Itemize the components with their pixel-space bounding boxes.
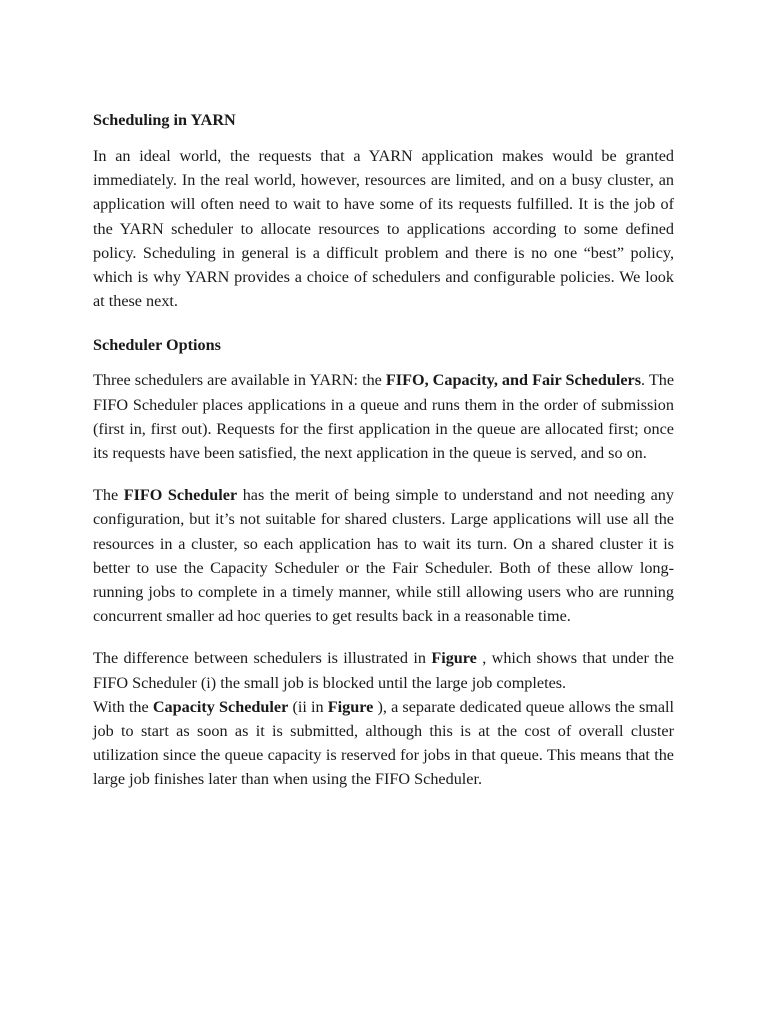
text-run: With the	[93, 697, 153, 716]
text-run: The	[93, 486, 124, 505]
paragraph-fifo-scheduler	[93, 483, 674, 628]
heading-scheduler-options: Scheduler Options	[93, 336, 221, 355]
paragraph-intro: In an ideal world, the requests that a YARN application makes would be granted immediately. In the real world, however, resources are limited, and on a busy cluster, an application will often need to wait to have some of its requests fulfilled. It is the job of the YARN scheduler to allocate resources to applications according to some defined policy. Scheduling in general is a difficult problem and there is no one “best” policy, which is why YARN provides a choice of schedulers and configurable policies. We look at these next.	[93, 147, 674, 311]
bold-text: FIFO Scheduler	[123, 486, 238, 505]
paragraph-capacity-scheduler	[93, 695, 674, 792]
paragraph-difference	[93, 646, 674, 694]
document-page	[93, 108, 674, 792]
bold-text: Capacity Scheduler	[152, 697, 289, 716]
text-run: (ii in	[288, 697, 328, 716]
bold-text: FIFO, Capacity, and Fair Schedulers	[385, 371, 642, 390]
bold-text: Figure	[431, 649, 477, 668]
text-run: , which shows that under the FIFO Scheduler (i) the small job is blocked until the large job completes.	[93, 649, 674, 692]
heading-scheduling-in-yarn: Scheduling in YARN	[93, 111, 236, 129]
text-run: has the merit of being simple to understand and not needing any configuration, but it’s not suitable for shared clusters. Large applications will use all the resources in a cluster, so each application has to wait its turn. On a shared cluster it is better to use the Capacity Scheduler or the Fair Scheduler. Both of these allow long-running jobs to complete in a timely manner, while still allowing users who are running concurrent smaller ad hoc queries to get results back in a reasonable time.	[93, 486, 674, 626]
text-run: . The FIFO Scheduler places applications in a queue and runs them in the order of submission (first in, first out). Requests for the first application in the queue are allocated first; once its requests have been satisfied, the next application in the queue is served, and so on.	[93, 371, 675, 463]
paragraph-schedulers-available	[93, 368, 674, 465]
text-run: ), a separate dedicated queue allows the small job to start as soon as it is submitted, although this is at the cost of overall cluster utilization since the queue capacity is reserved for jobs in that queue. This means that the large job finishes later than when using the FIFO Scheduler.	[93, 697, 675, 789]
text-run: Three schedulers are available in YARN: the	[93, 371, 386, 390]
bold-text: Figure	[327, 697, 374, 716]
text-run: The difference between schedulers is illustrated in	[93, 649, 432, 668]
